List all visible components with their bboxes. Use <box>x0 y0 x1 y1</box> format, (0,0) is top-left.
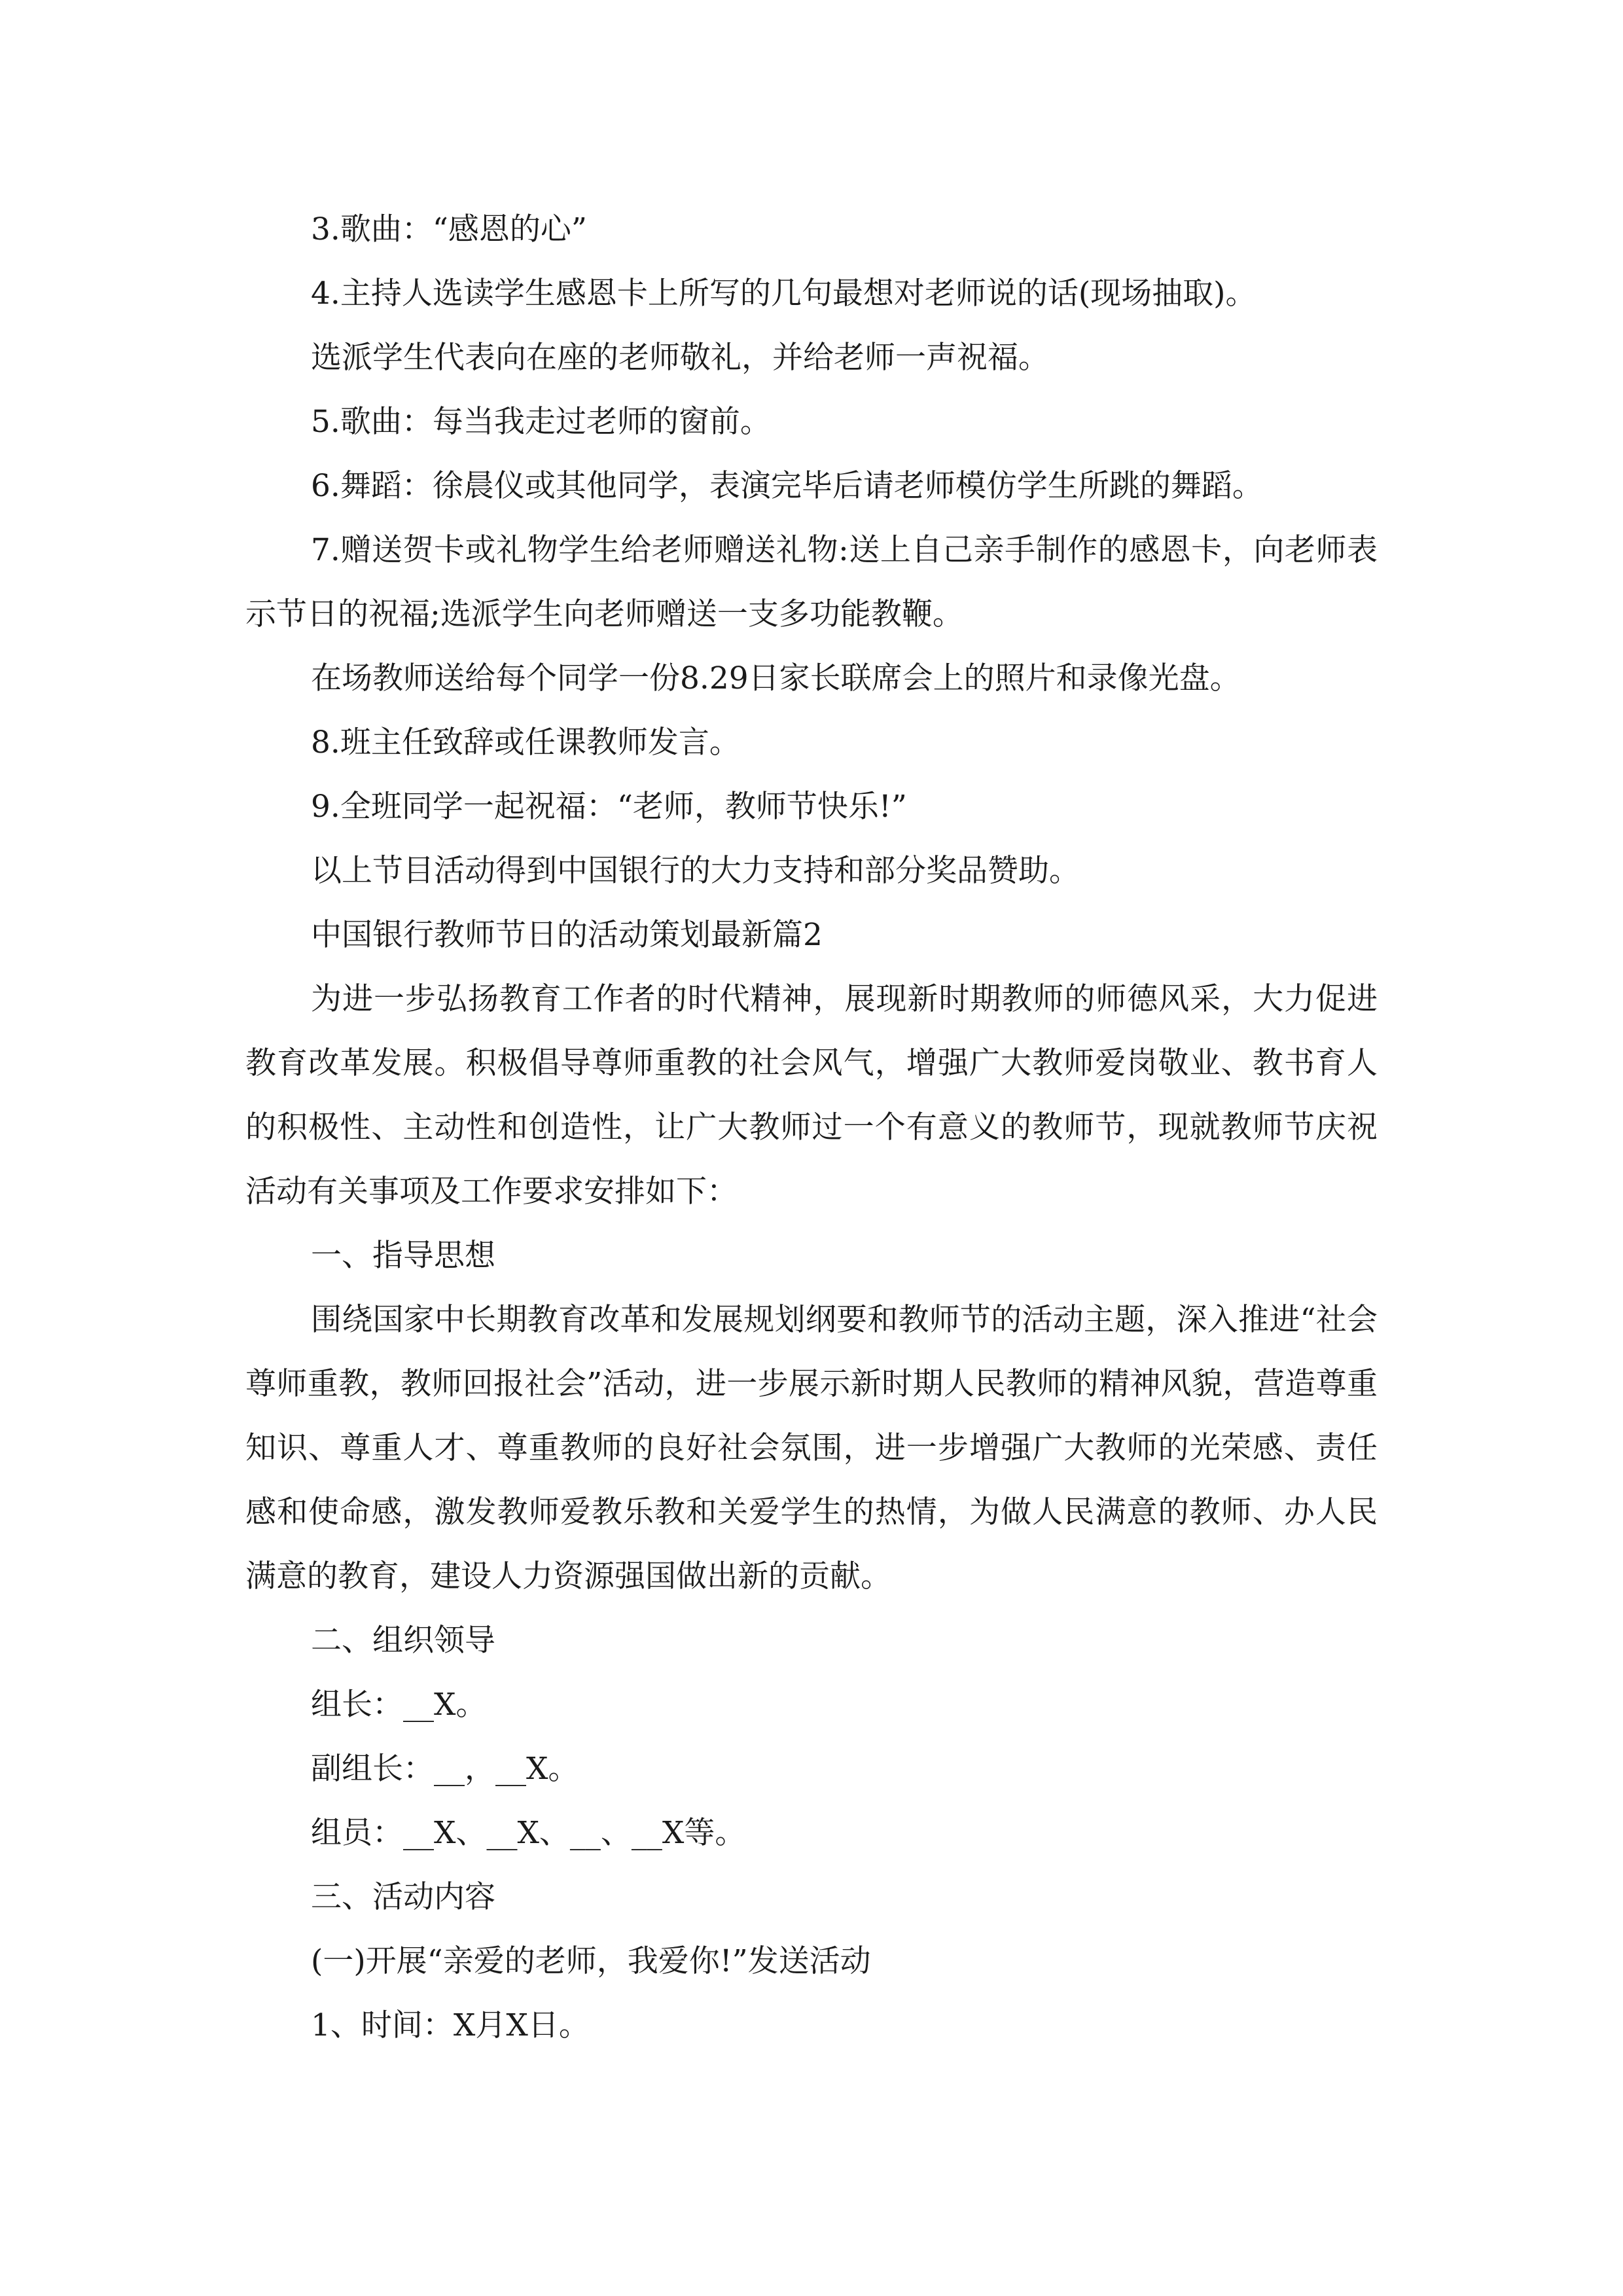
paragraph-class-blessing: 9.全班同学一起祝福：“老师，教师节快乐!” <box>311 789 907 825</box>
paragraph-introduction: 为进一步弘扬教育工作者的时代精神，展现新时期教师的师德风采，大力促进教育改革发展。积极倡导尊师重教的社会风气，增强广大教师爱岗敬业、教书育人的积极性、主动性和创造性，让广大教师过一个有意义的教师节，现就教师节庆祝活动有关事项及工作要求安排如下： <box>245 981 1378 1210</box>
paragraph-group-leader: 组长：__X。 <box>311 1687 487 1723</box>
heading-guiding-ideology: 一、指导思想 <box>311 1238 495 1274</box>
heading-organization: 二、组织领导 <box>311 1623 495 1659</box>
paragraph-photos-disc: 在场教师送给每个同学一份8.29日家长联席会上的照片和录像光盘。 <box>311 660 1241 696</box>
document-body <box>245 198 1378 2058</box>
paragraph-students-salute: 选派学生代表向在座的老师敬礼，并给老师一声祝福。 <box>311 340 1049 376</box>
paragraph-deputy-leader: 副组长：__，__X。 <box>311 1751 579 1787</box>
paragraph-guiding-ideology: 围绕国家中长期教育改革和发展规划纲要和教师节的活动主题，深入推进“社会尊师重教，教师回报社会”活动，进一步展示新时期人民教师的精神风貌，营造尊重知识、尊重人才、尊重教师的良好社会氛围，进一步增强广大教师的光荣感、责任感和使命感，激发教师爱教乐教和关爱学生的热情，为做人民满意的教师、办人民满意的教育，建设人力资源强国做出新的贡献。 <box>245 1302 1378 1594</box>
paragraph-host-reads-cards: 4.主持人选读学生感恩卡上所写的几句最想对老师说的话(现场抽取)。 <box>311 276 1257 312</box>
section-title-part-2: 中国银行教师节日的活动策划最新篇2 <box>311 917 823 953</box>
paragraph-sponsor: 以上节目活动得到中国银行的大力支持和部分奖品赞助。 <box>311 853 1080 889</box>
paragraph-activity-time: 1、时间：X月X日。 <box>311 2007 590 2043</box>
paragraph-teacher-speech: 8.班主任致辞或任课教师发言。 <box>311 725 740 761</box>
paragraph-song-window: 5.歌曲：每当我走过老师的窗前。 <box>311 404 771 440</box>
paragraph-gifts: 7.赠送贺卡或礼物学生给老师赠送礼物:送上自己亲手制作的感恩卡，向老师表示节日的祝福;选派学生向老师赠送一支多功能教鞭。 <box>245 532 1378 632</box>
paragraph-dance: 6.舞蹈：徐晨仪或其他同学，表演完毕后请老师模仿学生所跳的舞蹈。 <box>311 468 1263 504</box>
paragraph-song-grateful-heart: 3.歌曲：“感恩的心” <box>311 211 587 247</box>
heading-activity-content: 三、活动内容 <box>311 1879 495 1915</box>
paragraph-members: 组员：__X、__X、__、__X等。 <box>311 1815 746 1851</box>
subheading-dear-teacher-activity: (一)开展“亲爱的老师，我爱你!”发送活动 <box>311 1943 871 1979</box>
